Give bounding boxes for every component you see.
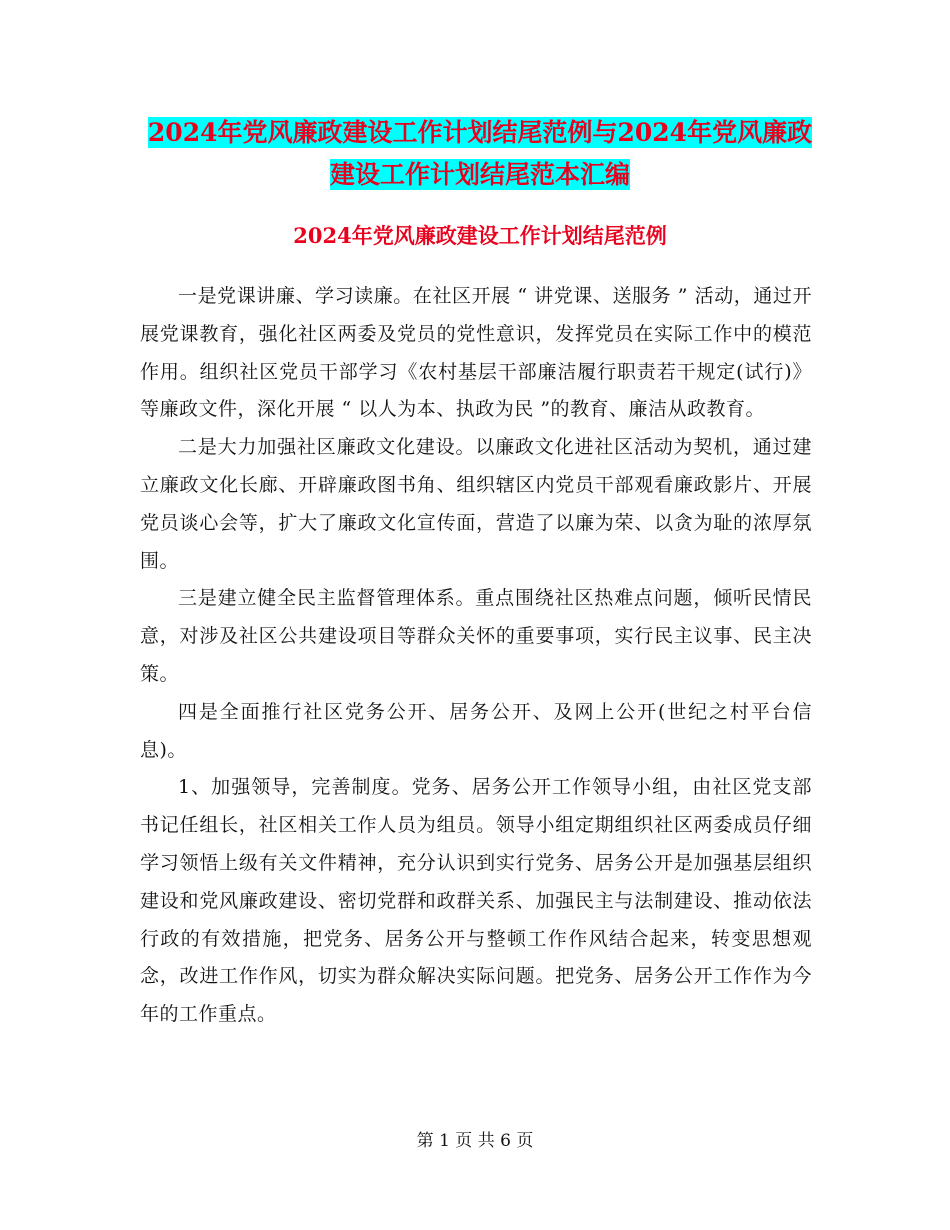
page-footer: [0, 1126, 950, 1151]
paragraph-5: 1、加强领导，完善制度。党务、居务公开工作领导小组，由社区党支部书记任组长，社区相关工作人员为组员。领导小组定期组织社区两委成员仔细学习领悟上级有关文件精神，充分认识到实行党务、居务公开是加强基层组织建设和党风廉政建设、密切党群和政群关系、加强民主与法制建设、推动依法行政的有效措施，把党务、居务公开与整顿工作作风结合起来，转变思想观念，改进工作作风，切实为群众解决实际问题。把党务、居务公开工作作为今年的工作重点。: [140, 776, 812, 1026]
document-title-text: 2024年党风廉政建设工作计划结尾范例与2024年党风廉政建设工作计划结尾范本汇编: [147, 118, 813, 189]
paragraph-2: 二是大力加强社区廉政文化建设。以廉政文化进社区活动为契机，通过建立廉政文化长廊、开辟廉政图书角、组织辖区内党员干部观看廉政影片、开展党员谈心会等，扩大了廉政文化宣传面，营造了以廉为荣、以贪为耻的浓厚氛围。: [140, 436, 812, 572]
section-title: 2024年党风廉政建设工作计划结尾范例: [293, 223, 667, 248]
document-body: [140, 278, 812, 1034]
paragraph-1: 一是党课讲廉、学习读廉。在社区开展 “ 讲党课、送服务 ” 活动，通过开展党课教育，强化社区两委及党员的党性意识，发挥党员在实际工作中的模范作用。组织社区党员干部学习《农村基层干部廉洁履行职责若干规定(试行)》等廉政文件，深化开展 “ 以人为本、执政为民 ”的教育、廉洁从政教育。: [140, 285, 812, 421]
paragraph-3: 三是建立健全民主监督管理体系。重点围绕社区热难点问题，倾听民情民意，对涉及社区公共建设项目等群众关怀的重要事项，实行民主议事、民主决策。: [140, 587, 812, 685]
page-number: 第 1 页 共 6 页: [416, 1131, 534, 1151]
paragraph-4: 四是全面推行社区党务公开、居务公开、及网上公开(世纪之村平台信息)。: [140, 700, 812, 761]
document-title: [140, 112, 820, 196]
